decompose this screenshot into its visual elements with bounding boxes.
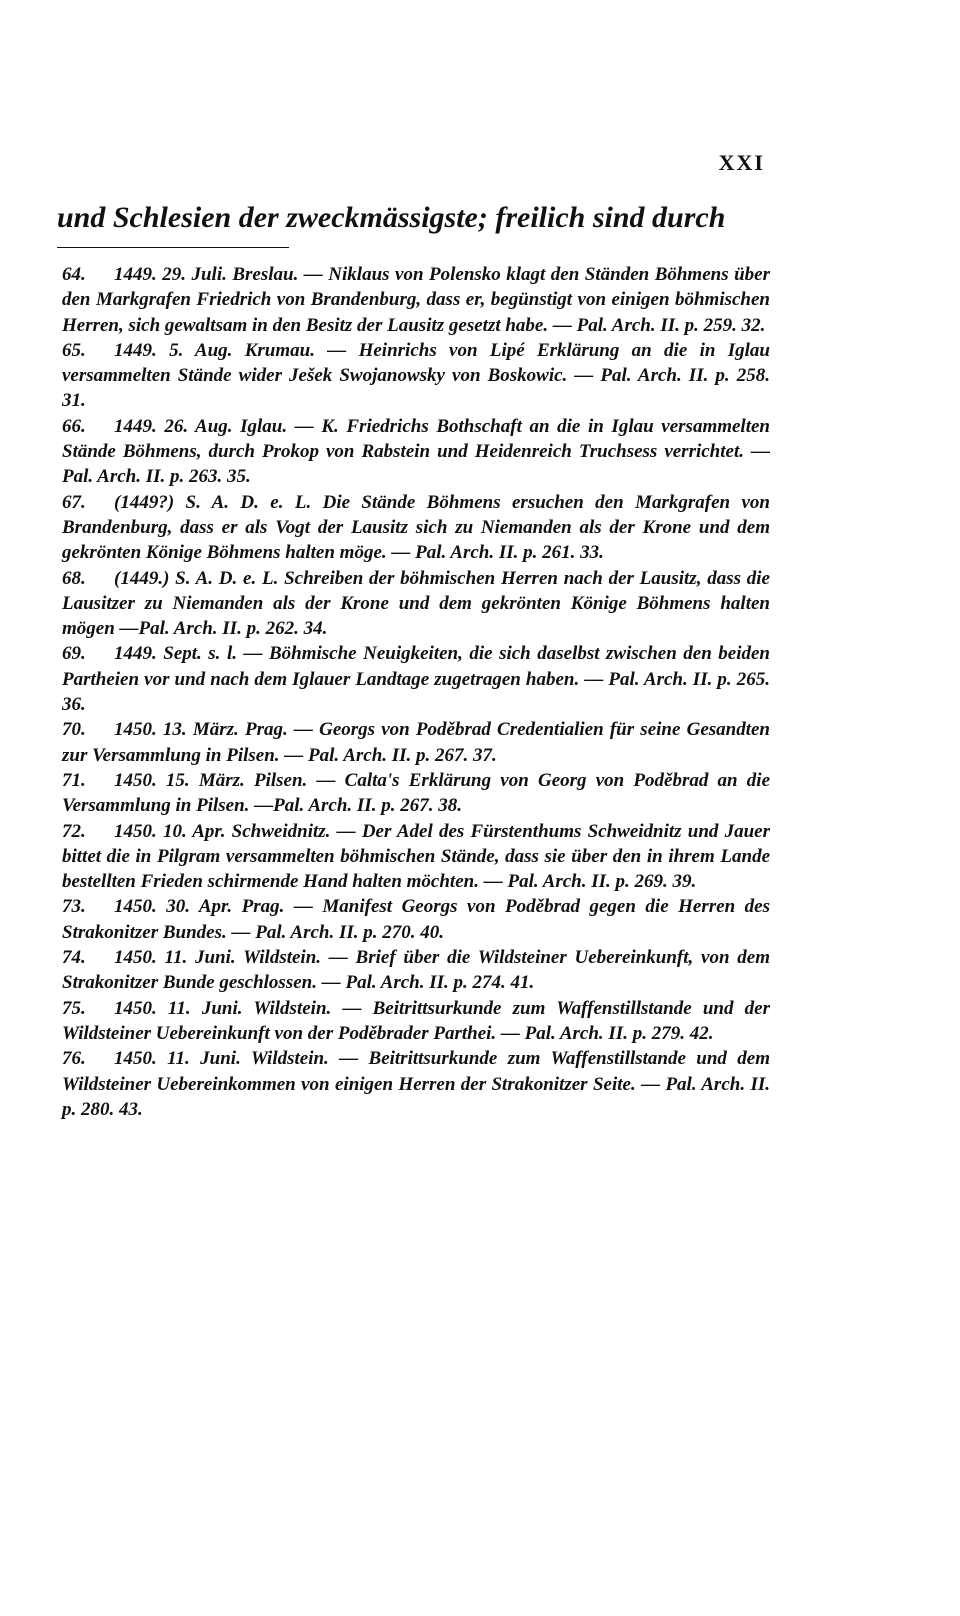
list-item: [62, 819, 770, 895]
page-number: XXI: [718, 150, 765, 175]
entry-number: 64.: [62, 264, 86, 285]
entry-text: 1449. 29. Juli. Breslau. — Niklaus von Polensko klagt den Ständen Böhmens über den Markgrafen Friedrich von Brandenburg, dass er, begünstigt von einigen böhmischen Herren, sich gewaltsam in den Besitz der Lausitz gesetzt habe. — Pal. Arch. II. p. 259. 32.: [62, 264, 770, 336]
list-item: [62, 768, 770, 819]
section-rule: [57, 247, 289, 248]
entry-number: 69.: [62, 643, 86, 665]
entry-number: 74.: [62, 947, 86, 969]
entry-text: 1449. Sept. s. l. — Böhmische Neuigkeiten, die sich daselbst zwischen den beiden Partheien vor und nach dem Iglauer Landtage zugetragen haben. — Pal. Arch. II. p. 265. 36.: [62, 643, 770, 716]
list-item: [62, 1046, 770, 1122]
entry-text: 1450. 13. März. Prag. — Georgs von Poděbrad Credentialien für seine Gesandten zur Versammlung in Pilsen. — Pal. Arch. II. p. 267. 37.: [62, 719, 770, 766]
entry-number: 76.: [62, 1048, 86, 1070]
entry-number: 75.: [62, 997, 86, 1019]
entry-text: 1450. 10. Apr. Schweidnitz. — Der Adel des Fürstenthums Schweidnitz und Jauer bittet die in Pilgram versammelten böhmischen Stände, dass sie über den in ihrem Lande bestellten Frieden schirmende Hand halten möchten. — Pal. Arch. II. p. 269. 39.: [62, 820, 770, 893]
list-item: [62, 338, 770, 414]
list-item: [62, 894, 770, 945]
entry-text: 1450. 30. Apr. Prag. — Manifest Georgs von Poděbrad gegen die Herren des Strakonitzer Bundes. — Pal. Arch. II. p. 270. 40.: [62, 896, 770, 943]
continuation-line: und Schlesien der zweckmässigste; freilich sind durch: [57, 201, 726, 234]
list-item: [62, 566, 770, 642]
entry-text: 1450. 15. März. Pilsen. — Calta's Erklärung von Georg von Poděbrad an die Versammlung in Pilsen. —Pal. Arch. II. p. 267. 38.: [62, 769, 770, 817]
entry-number: 73.: [62, 896, 86, 918]
list-item: [62, 414, 770, 490]
list-item: [62, 996, 770, 1047]
entry-text: 1449. 5. Aug. Krumau. — Heinrichs von Lipé Erklärung an die in Iglau versammelten Stände wider Ješek Swojanowsky von Boskowic. — Pal. Arch. II. p. 258. 31.: [62, 339, 770, 412]
entry-text: 1450. 11. Juni. Wildstein. — Beitrittsurkunde zum Waffenstillstande und der Wildsteiner Uebereinkunft von der Poděbrader Parthei. — Pal. Arch. II. p. 279. 42.: [62, 997, 770, 1044]
entry-text: 1449. 26. Aug. Iglau. — K. Friedrichs Bothschaft an die in Iglau versammelten Stände Böhmens, durch Prokop von Rabstein und Heidenreich Truchsess verrichtet. —Pal. Arch. II. p. 263. 35.: [62, 415, 770, 488]
entry-number: 67.: [62, 491, 86, 513]
list-item: [62, 641, 770, 717]
list-item: [62, 945, 770, 996]
entry-text: 1450. 11. Juni. Wildstein. — Beitrittsurkunde zum Waffenstillstande und dem Wildsteiner Uebereinkommen von einigen Herren der Strakonitzer Seite. — Pal. Arch. II. p. 280. 43.: [62, 1048, 770, 1120]
list-item: [62, 717, 770, 768]
entry-number: 68.: [62, 567, 86, 589]
entry-text: (1449?) S. A. D. e. L. Die Stände Böhmens ersuchen den Markgrafen von Brandenburg, dass er als Vogt der Lausitz sich zu Niemanden als der Krone und dem gekrönten Könige Böhmens halten möge. — Pal. Arch. II. p. 261. 33.: [62, 491, 770, 564]
list-item: [62, 262, 770, 338]
entry-text: 1450. 11. Juni. Wildstein. — Brief über die Wildsteiner Uebereinkunft, von dem Strakonitzer Bunde geschlossen. — Pal. Arch. II. p. 274. 41.: [62, 947, 770, 994]
entry-number: 66.: [62, 415, 86, 437]
entry-number: 72.: [62, 820, 86, 842]
entry-number: 71.: [62, 769, 86, 791]
entry-number: 65.: [62, 339, 86, 361]
entry-text: (1449.) S. A. D. e. L. Schreiben der böhmischen Herren nach der Lausitz, dass die Lausitzer zu Niemanden als der Krone und dem gekrönten Könige Böhmens halten mögen —Pal. Arch. II. p. 262. 34.: [62, 567, 770, 640]
entries-list: [62, 262, 770, 1122]
entry-number: 70.: [62, 719, 86, 741]
list-item: [62, 490, 770, 566]
